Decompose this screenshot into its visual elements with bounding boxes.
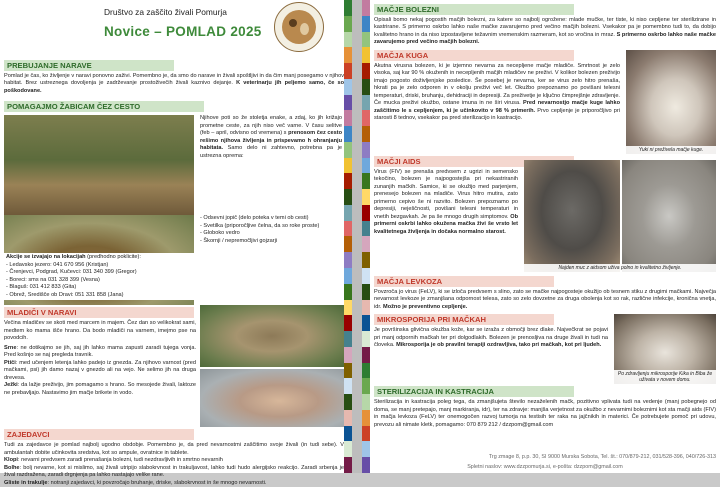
stripe-segment	[362, 410, 370, 426]
right-content	[374, 0, 716, 429]
stripe-segment	[344, 347, 352, 363]
stripe-segment	[362, 32, 370, 48]
stripe-segment	[362, 363, 370, 379]
photo-caption: Po zdravljenju mikrosporije Kika in Biba že uživata v novem domu.	[614, 370, 716, 384]
section-heading-frogs: POMAGAJMO ŽABICAM ČEZ CESTO	[4, 101, 204, 112]
stripe-segment	[362, 236, 370, 252]
stripe-segment	[362, 16, 370, 32]
plague-paragraph: Akutna virusna bolezen, ki je izjemno nevarna za necepljene mačje mladiče. Smrtnost je zelo visoka, saj kar 90 % okuženih in necepljenih mačjih mladičev ne preživi. V kolikor bolezen preživijo imajo pogosto doživljenjske posledice. Še posebej je nevarna, ker se virus zelo hitro prenaša, hkrati pa je zelo odporen in v okolju preživi več let. Okužbo prepoznamo po povišani telesni temperaturi, driski, bruhanju, dehidraciji in depresiji. Za preživetje je ključno čimprejšnje zdravljenje. Če mucka preživi okužbo, ostane imuna in ne širi virusa. Pred nevarnostjo mačje kuge lahko zaščitimo le s cepljenjem, ki je učinkovito v 98 % primerih. Prvo cepljenje je priporočljivo pri starosti 8 tednov, vsekakor pa pred sterilizacijo in kastracijo.	[374, 62, 620, 122]
cat-aids-photo-2	[558, 160, 716, 272]
section-heading-cat-diseases: MAČJE BOLEZNI	[374, 4, 574, 15]
stripe-segment	[344, 394, 352, 410]
stripe-segment	[344, 363, 352, 379]
young-animals-block	[4, 307, 344, 425]
stripe-segment	[362, 252, 370, 268]
cat-aids-photo-1	[524, 160, 620, 272]
microsporia-paragraph: Je površinska glivična okužba kože, kar se izraža z območji brez dlake. Največkrat se pojavi pri manj odpornih mačkah ter pri dolgodlakih. Bolezen je prenosljiva na druge živali in tudi na človeka. Mikrosporija je ob pravilni terapiji ozdravljiva, tako pri mačkah, kot pri ljudeh.	[374, 327, 608, 349]
stripe-segment	[344, 173, 352, 189]
stripe-segment	[362, 394, 370, 410]
sterilization-paragraph: Sterilizacija in kastracija poleg tega, da zmanjšujeta število nezaželenih mačk, pozitivno vplivata tudi na vedenje (manj pobegnejo od doma, se manj pretepajo, manj markiranja, idr), ter na zdravje: manjša verjetnost za okužbo z nevarnimi boleznimi kot sta mačji aids (FIV) in mačja levkoza (FeLV) ter onemogočen razvoj tumorja na testisih ter raka na jajčnikih in materici. Če potrebujete pomoč pri udovu, prevozu ali nimate kletk, pomagamo: 070 879 212 / dzzpom@gmail.com	[374, 399, 716, 428]
plague-block	[374, 50, 716, 154]
stripe-segment	[362, 441, 370, 457]
society-logo-icon	[274, 2, 324, 52]
stripe-segment	[362, 173, 370, 189]
locations-list: Akcije se izvajajo na lokacijah (predhodno poklicite): - Ledavsko jezero: 041 670 956 (Kristjan) - Črenjevci, Podgrad, Kučevci: 031 340 399 (Gregor) - Boreci: sms na 031 328 399 (Vesna) - Blaguš: 031 412 833 (Gita) - Obrež, Središče ob Dravi: 051 331 858 (Jana)	[4, 253, 194, 300]
stripe-segment	[362, 331, 370, 347]
section-heading-plague: MAČJA KUGA	[374, 50, 574, 61]
stripe-segment	[344, 95, 352, 111]
stripe-segment	[344, 47, 352, 63]
stripe-segment	[362, 47, 370, 63]
equipment-list: - Odsevni jopič (delo poteka v temi ob cesti) - Svetilka (priporočljive čelna, da so roke proste) - Globoko vedro - Škornji / nepremočljivi gojzarji	[200, 215, 320, 244]
color-stripe-left	[344, 0, 352, 473]
stripe-segment	[362, 158, 370, 174]
stripe-segment	[344, 426, 352, 442]
stripe-segment	[344, 205, 352, 221]
stripe-segment	[344, 63, 352, 79]
cat-kika-biba-photo	[614, 314, 716, 384]
photo-caption: Najden muc z aidsom uživa polno in kvalitetno življenje.	[524, 264, 716, 272]
stripe-segment	[344, 189, 352, 205]
stripe-segment	[344, 0, 352, 16]
stripe-segment	[344, 410, 352, 426]
hand-photo	[200, 369, 344, 427]
stripe-segment	[344, 315, 352, 331]
stripe-segment	[344, 79, 352, 95]
stripe-segment	[344, 142, 352, 158]
stripe-segment	[362, 142, 370, 158]
stripe-segment	[344, 300, 352, 316]
equipment-block	[4, 215, 344, 307]
page-gutter	[352, 0, 362, 473]
section-heading-aids: MAČJI AIDS	[374, 156, 574, 167]
stripe-segment	[344, 268, 352, 284]
cat-diseases-paragraph: Opisali bomo nekaj pogostih mačjih bolezni, za katere so najbolj ogrožene: mlade mučke, ter tiste, ki niso cepljene ter sterilizirane in kastrirane. S primerno oskrbo lahko naše mačke zavarujemo pred večino mačjih bolezni. Vsekakor pa je pomembno tudi to, da dobijo kvalitetno hrano in da niso izpostavljene težavnim vremenskim razmeram, kot so vročina in mraz. S primerno oskrbo lahko naše mačke zavarujemo pred večino mačjih bolezni.	[374, 17, 716, 46]
section-heading-sterilization: STERILIZACIJA IN KASTRACIJA	[374, 386, 574, 397]
stripe-segment	[362, 110, 370, 126]
stripe-segment	[362, 189, 370, 205]
leukosis-paragraph: Povzroča jo virus (FeLV), ki se izloča predvsem s slino, zato se mačke najpogosteje okužijo ob tesnem stiku z drugimi mačkami. Največja nevarnost levkoze je zmanjšana odpornost telesa, zato so zelo dovzetne za druga obolenja kot so rak, različne infekcije, kronična vnetja, idr. Možno je preventivno cepljenje.	[374, 288, 716, 310]
footer-address: Trg zmage 8, p.p. 30, SI 9000 Murska Sobota, Tel. št.: 070/879-212, 031/528-396, 040/726-313	[488, 454, 716, 460]
stripe-segment	[362, 284, 370, 300]
cat-yuki-photo	[626, 50, 716, 154]
organization-name: Društvo za zaščito živali Pomurja	[104, 7, 227, 17]
stripe-segment	[344, 126, 352, 142]
stripe-segment	[344, 16, 352, 32]
right-page	[362, 0, 720, 473]
stripe-segment	[362, 205, 370, 221]
stripe-segment	[344, 236, 352, 252]
section-heading-microsporia: MIKROSPORIJA PRI MAČKAH	[374, 314, 554, 325]
footer-web: Spletni naslov: www.dzzpomurja.si, e-pošta: dzzpom@gmail.com	[467, 464, 623, 470]
stripe-segment	[344, 331, 352, 347]
mikro-block	[374, 314, 716, 384]
stripe-segment	[344, 110, 352, 126]
stripe-segment	[362, 315, 370, 331]
aids-block	[374, 156, 716, 274]
parasites-paragraph: Tudi za zajedavce je pomlad najbolj ugodno obdobje. Pomembno je, da pred nevarnostmi zaščitimo svoje živali (in tudi sebe). V ambulantah dobite učinkovita sredstva, kot so ampule, ovratnice in tablete. Klopi: nevarni predvsem zaradi prenašanja bolezni, tudi nezdravljivih in smrtno nevarnih Bolhe: bolj nevarne, kot si mislimo, saj živali utripijo slabokrvnost in trakuljavost, lahko tudi hudo alergijsko reakcijo. Zaradi srbenja je žival razdražena, zaradi drgnjenja pa lahko nastajajo velike rane. Gliste in trakulje: notranji zajedavci, ki povzročajo bruhanje, driske, slabokrvnost in še mnogo nevarnosti.	[4, 442, 344, 486]
stripe-segment	[344, 158, 352, 174]
aids-paragraph: Virus (FIV) se prenaša predvsem z ugrizi in semensko tekočino, bolezen je najpogostejša pri nekastriranih zunanjih mačkih. Samice, ki se okužijo med parjenjem, prenesejo bolezen na mladiče. Virus hitro mutira, zato primerno cepivo še ni razvito. Bolezen prepoznamo po depresiji, neješčnosti, povišani telesni temperaturi in vnetih bezgavkah. Je pa še mnogo drugih simptomov. Ob primerni oskrbi lahko okužena mačka živi še vrsto let kvalitetnega življenja in dočaka normalno starost.	[374, 168, 518, 235]
stripe-segment	[344, 284, 352, 300]
bird-photo	[200, 305, 344, 367]
stripe-segment	[362, 426, 370, 442]
stripe-segment	[344, 32, 352, 48]
stripe-segment	[362, 63, 370, 79]
stripe-segment	[344, 457, 352, 473]
stripe-segment	[344, 221, 352, 237]
stripe-segment	[362, 378, 370, 394]
forest-photo	[4, 115, 194, 215]
stripe-segment	[362, 457, 370, 473]
frogs-block	[4, 115, 344, 215]
nature-paragraph: Pomlad je čas, ko življenje v naravi ponovno zaživi. Pomembno je, da smo do narave in živali spoštljivi in da čim manj posegamo v njihov habitat. Brez ustreznega dovoljenja je zadrževanje prostoživečih živali kaznivo dejanje. K veterinarju jih peljemo samo, če so poškodovane.	[4, 73, 344, 94]
photo-caption: Yuki ni preživela mačje kuge.	[626, 146, 716, 154]
masthead	[4, 0, 344, 58]
stripe-segment	[344, 252, 352, 268]
frogs-paragraph: Njihove poti so že stoletja enake, a zdaj, ko jih križajo prometne ceste, za njih niso več varne. V času selitve (feb – april, odvisno od vremena) s prenosom čez cesto rešimo njihova življenja in prispevamo h ohranjanju habitata. Samo delo ni zahtevno, potrebna pa je ustrezna oprema:	[200, 115, 343, 159]
stripe-segment	[344, 378, 352, 394]
left-page	[0, 0, 352, 486]
stripe-segment	[344, 441, 352, 457]
stripe-segment	[362, 221, 370, 237]
color-stripe-right	[362, 0, 370, 473]
stripe-segment	[362, 300, 370, 316]
stripe-segment	[362, 347, 370, 363]
left-content	[4, 0, 344, 487]
stripe-segment	[362, 0, 370, 16]
stripe-segment	[362, 95, 370, 111]
stripe-segment	[362, 126, 370, 142]
issue-title: Novice – POMLAD 2025	[104, 24, 262, 39]
section-heading-young: MLADIČI V NARAVI	[4, 307, 194, 318]
section-heading-nature: PREBUJANJE NARAVE	[4, 60, 174, 71]
stripe-segment	[362, 79, 370, 95]
young-paragraph: Večina mladičev se skoti med marcem in majem. Čez dan so velikokrat sami, medtem ko mama išče hrano. Da bodo mladiči na varnem, imejmo pse na povodcih. Srne: ne dotikajmo se jih, saj jih lahko mama zapusti zaradi tujega vonja. Pred košnjo se naj pregleda travnik. Ptiči: med učenjem letenja lahko padejo iz gnezda. Za njihovo varnost (pred mačkami, psi) jih damo nazaj v gnezdo ali na vejo. Ne selimo jih na druga drevesa. Ježki: da lažje preživijo, jim pomagamo s hrano. So mesojede živali, laktoze ne prebavljajo. Nastavimo jim mačje brikete in vodo.	[4, 320, 196, 396]
section-heading-parasites: ZAJEDAVCI	[4, 429, 194, 440]
stripe-segment	[362, 268, 370, 284]
section-heading-leukosis: MAČJA LEVKOZA	[374, 276, 554, 287]
